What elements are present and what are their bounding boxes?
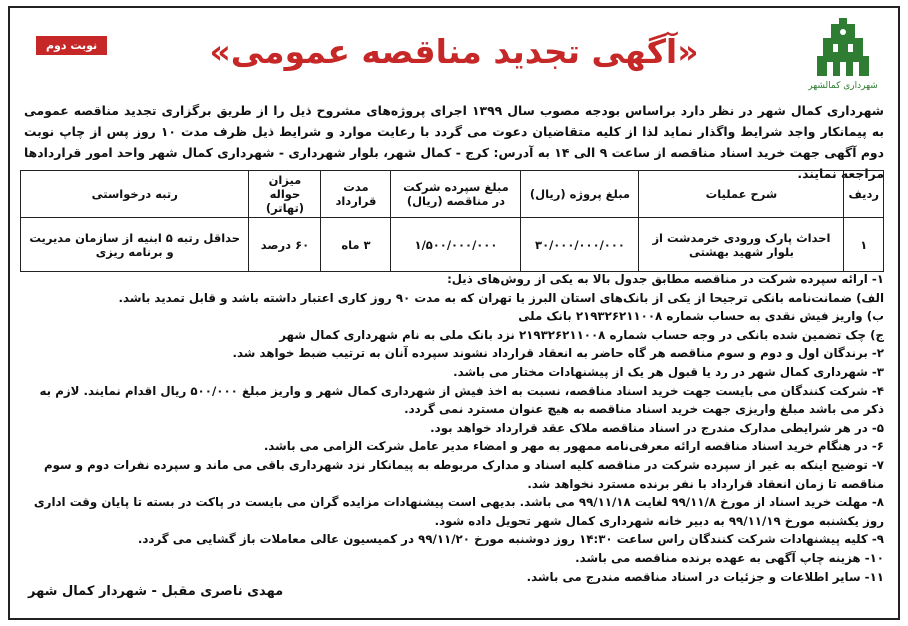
notice-page (8, 6, 900, 620)
cell-row-number: ۱ (844, 218, 884, 272)
round-badge: نوبت دوم (36, 36, 107, 55)
header-deposit-amount: مبلغ سپرده شرکت در مناقصه (ریال) (391, 171, 521, 218)
condition-item: ج) چک تضمین شده بانکی در وجه حساب شماره ۲۱۹۳۲۶۲۱۱۰۰۸ نزد بانک ملی به نام شهرداری کمال شهر (279, 327, 884, 342)
condition-item: ۱- ارائه سپرده شرکت در مناقصه مطابق جدول بالا به یکی از روش‌های ذیل: (447, 272, 884, 286)
table-row (21, 218, 884, 272)
condition-item: ۲- برندگان اول و دوم و سوم مناقصه هر گاه حاضر به انعقاد قرارداد نشوند سپرده آنان به ترتیب ضبط خواهد شد. (232, 346, 884, 361)
header-required-rank: رتبه درخواستی (21, 171, 249, 218)
condition-item: ب) واریز فیش نقدی به حساب شماره ۲۱۹۳۲۶۲۱۱۰۰۸ بانک ملی (518, 309, 884, 324)
page-title: «آگهی تجدید مناقصه عمومی» (209, 32, 699, 71)
header-row-number: ردیف (844, 171, 884, 218)
condition-item: ۳- شهرداری کمال شهر در رد یا قبول هر یک از پیشنهادات مختار می باشد. (453, 364, 884, 379)
condition-item: ۵- در هر شرایطی مدارک مندرج در اسناد مناقصه ملاک عقد قرارداد خواهد بود. (430, 420, 884, 435)
header-transfer-rate: میزان حواله (تهاتر) (249, 171, 321, 218)
cell-deposit-amount: ۱/۵۰۰/۰۰۰/۰۰۰ (391, 218, 521, 272)
condition-item: ۷- توضیح اینکه به غیر از سپرده شرکت در مناقصه کلیه اسناد و مدارک مربوطه به پیمانکار نزد شهرداری باقی می ماند و سپرده نفرات دوم و سوم مناقصه تا زمان انعقاد قرارداد با نفر برنده مسترد نخواهد شد. (43, 457, 884, 491)
cell-required-rank: حداقل رتبه ۵ ابنیه از سازمان مدیریت و برنامه ریزی (21, 218, 249, 272)
header-project-amount: مبلغ پروژه (ریال) (521, 171, 639, 218)
projects-table (20, 170, 884, 272)
intro-paragraph: شهرداری کمال شهر در نظر دارد براساس بودجه مصوب سال ۱۳۹۹ اجرای پروژه‌های مشروح ذیل را از طریق برگزاری تجدید مناقصه عمومی به پیمانکار واجد شرایط واگذار نماید لذا از کلیه متقاضیان دعوت می گردد با رعایت موارد و شرایط ذیل ظرف مدت ۱۰ روز پس از چاپ نوبت دوم آگهی جهت خرید اسناد مناقصه از ساعت ۹ الی ۱۴ به آدرس: کرج - کمال شهر، بلوار شهرداری - شهرداری کمال شهر واحد امور قراردادها مراجعه نمایند. (24, 103, 884, 181)
condition-item: ۹- کلیه پیشنهادات شرکت کنندگان راس ساعت ۱۴:۳۰ روز دوشنبه مورخ ۹۹/۱۱/۲۰ در کمیسیون عالی معاملات باز گشایی می گردد. (137, 532, 884, 547)
condition-item: ۸- مهلت خرید اسناد از مورخ ۹۹/۱۱/۸ لغایت ۹۹/۱۱/۱۸ می باشد. بدیهی است پیشنهادات مزایده گران می بایست در پاکت در بسته تا پایان وقت اداری روز یکشنبه مورخ ۹۹/۱۱/۱۹ به دبیر خانه شهرداری کمال شهر تحویل داده شود. (33, 495, 884, 528)
conditions-list (24, 270, 884, 586)
condition-item: ۱۱- سایر اطلاعات و جزئیات در اسناد مناقصه مندرج می باشد. (526, 569, 884, 584)
municipality-logo (802, 18, 884, 98)
cell-transfer-rate: ۶۰ درصد (249, 218, 321, 272)
condition-item: الف) ضمانت‌نامه بانکی ترجیحا از یکی از بانک‌های استان البرز یا تهران که به مدت ۹۰ روز کاری اعتبار داشته باشد و قابل تمدید باشد. (118, 290, 884, 305)
cell-project-amount: ۳۰/۰۰۰/۰۰۰/۰۰۰ (521, 218, 639, 272)
signature: مهدی ناصری مقبل - شهردار کمال شهر (28, 584, 284, 599)
cell-contract-duration: ۳ ماه (321, 218, 391, 272)
condition-item: ۶- در هنگام خرید اسناد مناقصه ارائه معرفی‌نامه ممهور به مهر و امضاء مدیر عامل شرکت الزامی می باشد. (263, 439, 884, 454)
cell-description: احداث پارک ورودی خرمدشت از بلوار شهید بهشتی (639, 218, 844, 272)
logo-label: شهرداری کمالشهر (808, 81, 878, 91)
header-contract-duration: مدت قرارداد (321, 171, 391, 218)
header-description: شرح عملیات (639, 171, 844, 218)
table-header-row (21, 171, 884, 218)
condition-item: ۱۰- هزینه چاپ آگهی به عهده برنده مناقصه می باشد. (575, 550, 884, 565)
condition-item: ۴- شرکت کنندگان می بایست جهت خرید اسناد مناقصه، نسبت به اخذ فیش از شهرداری کمال شهر و واریز مبلغ ۵۰۰/۰۰۰ ریال اقدام نمایند. لازم به ذکر می باشد مبلغ واریزی جهت خرید اسناد مناقصه به هیچ عنوان مسترد نمی گردد. (39, 383, 884, 417)
municipality-emblem-icon (813, 18, 873, 80)
